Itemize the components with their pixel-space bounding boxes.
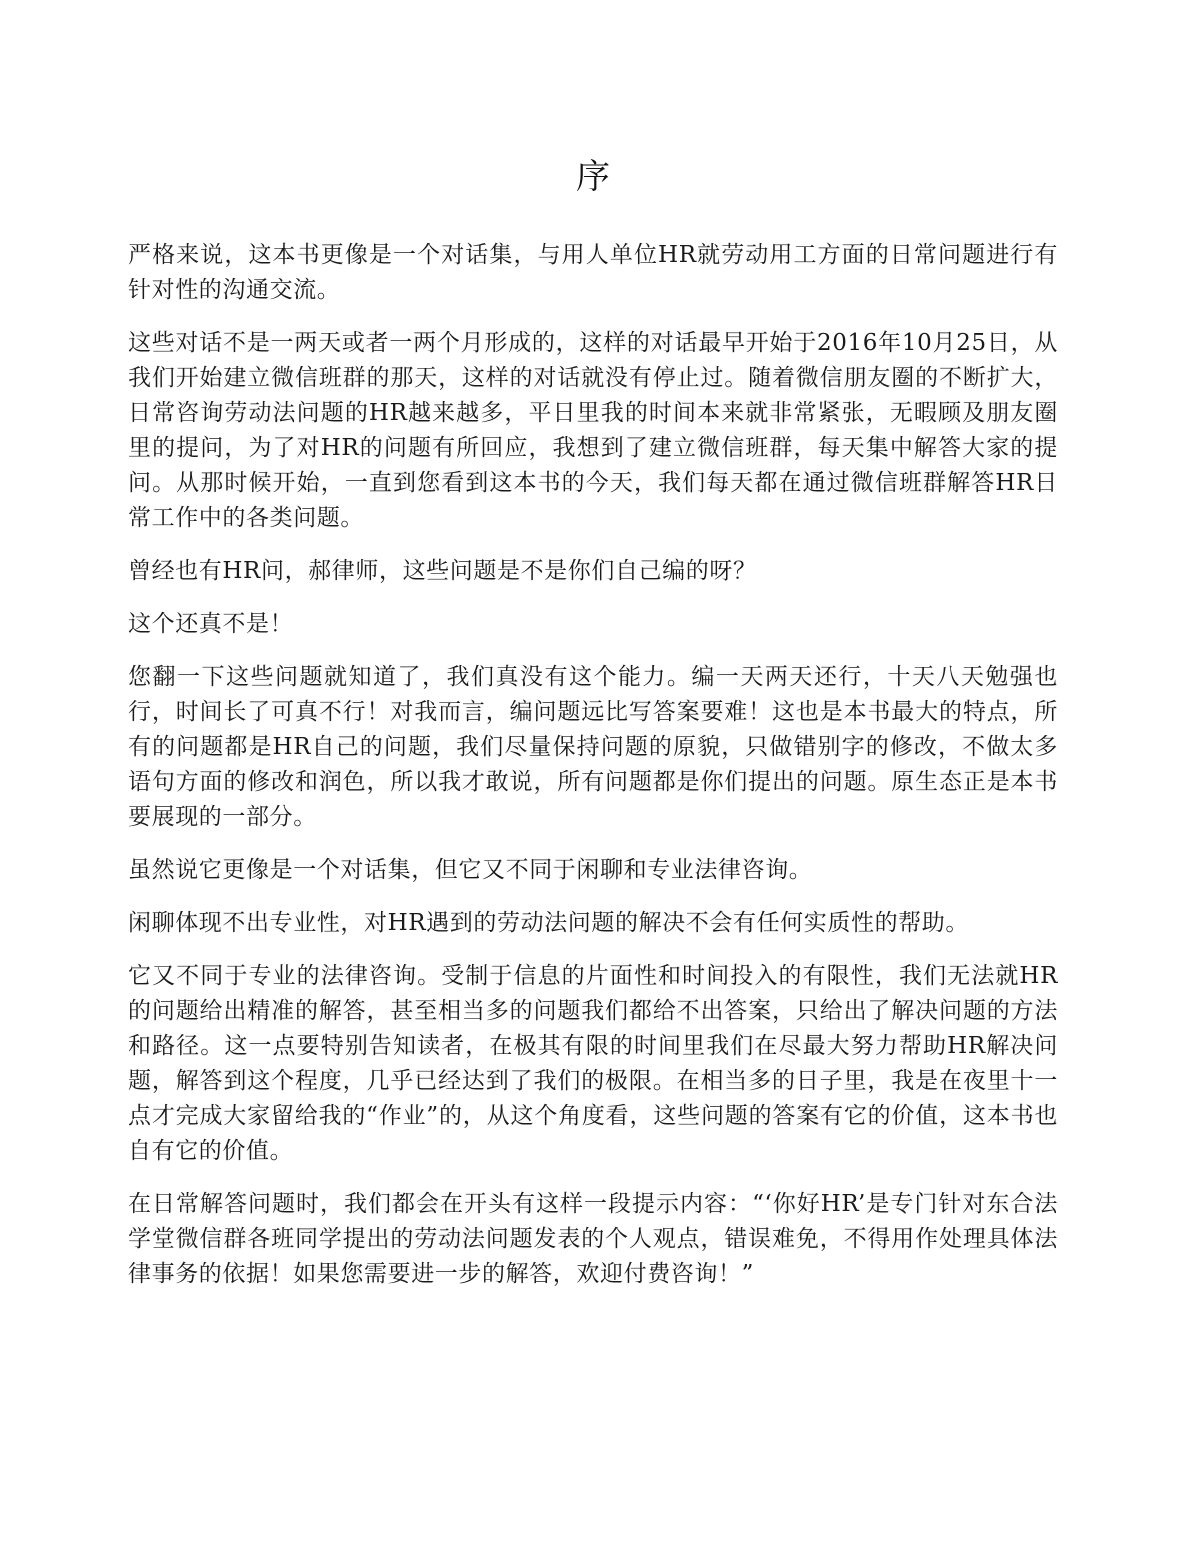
page-title: 序 xyxy=(576,157,610,197)
paragraph-consulting: 它又不同于专业的法律咨询。受制于信息的片面性和时间投入的有限性，我们无法就HR的问题给出精准的解答，甚至相当多的问题我们都给不出答案，只给出了解决问题的方法和路径。这一点要特别告知读者，在极其有限的时间里我们在尽最大努力帮助HR解决问题，解答到这个程度，几乎已经达到了我们的极限。在相当多的日子里，我是在夜里十一点才完成大家留给我的“作业”的，从这个角度看，这些问题的答案有它的价值，这本书也自有它的价值。 xyxy=(128,963,1058,1164)
paragraph-difference: 虽然说它更像是一个对话集，但它又不同于闲聊和专业法律咨询。 xyxy=(128,857,813,883)
paragraph-authenticity: 您翻一下这些问题就知道了，我们真没有这个能力。编一天两天还行，十天八天勉强也行，时间长了可真不行！对我而言，编问题远比写答案要难！这也是本书最大的特点，所有的问题都是HR自己的问题，我们尽量保持问题的原貌，只做错别字的修改，不做太多语句方面的修改和润色，所以我才敢说，所有问题都是你们提出的问题。原生态正是本书要展现的一部分。 xyxy=(128,664,1058,830)
paragraph-disclaimer: 在日常解答问题时，我们都会在开头有这样一段提示内容：“‘你好HR’是专门针对东合法学堂微信群各班同学提出的劳动法问题发表的个人观点，错误难免，不得用作处理具体法律事务的依据！如果您需要进一步的解答，欢迎付费咨询！” xyxy=(128,1191,1058,1287)
paragraph-intro: 严格来说，这本书更像是一个对话集，与用人单位HR就劳动用工方面的日常问题进行有针对性的沟通交流。 xyxy=(128,242,1058,303)
document-body xyxy=(128,238,1058,1310)
paragraph-history: 这些对话不是一两天或者一两个月形成的，这样的对话最早开始于2016年10月25日，从我们开始建立微信班群的那天，这样的对话就没有停止过。随着微信朋友圈的不断扩大，日常咨询劳动法问题的HR越来越多，平日里我的时间本来就非常紧张，无暇顾及朋友圈里的提问，为了对HR的问题有所回应，我想到了建立微信班群，每天集中解答大家的提问。从那时候开始，一直到您看到这本书的今天，我们每天都在通过微信班群解答HR日常工作中的各类问题。 xyxy=(128,330,1058,531)
paragraph-answer: 这个还真不是！ xyxy=(128,611,294,637)
paragraph-chat: 闲聊体现不出专业性，对HR遇到的劳动法问题的解决不会有任何实质性的帮助。 xyxy=(128,910,969,936)
paragraph-question: 曾经也有HR问，郝律师，这些问题是不是你们自己编的呀？ xyxy=(128,558,757,584)
